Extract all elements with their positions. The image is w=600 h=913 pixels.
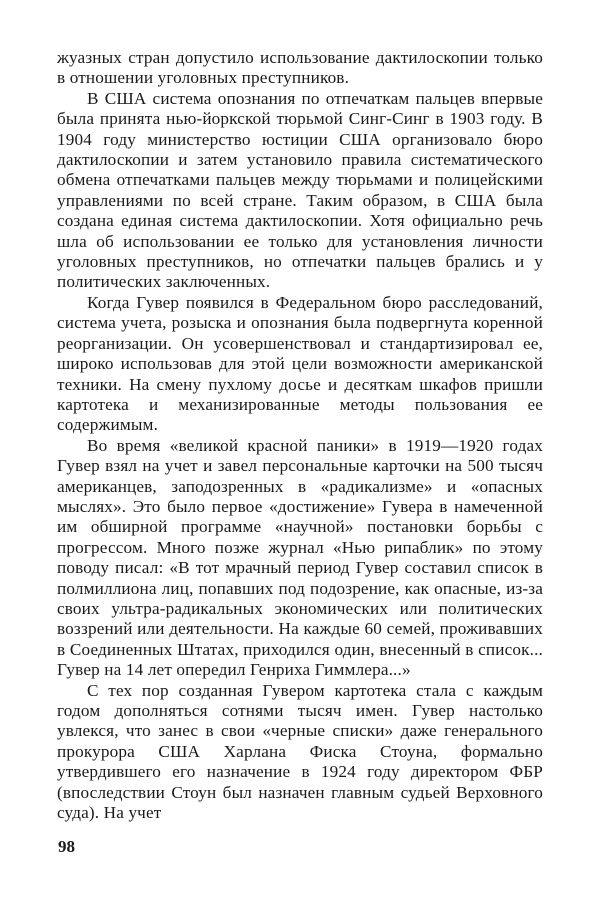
paragraph-red-scare: Во время «великой красной паники» в 1919—1920 годах Гувер взял на учет и завел персональные карточки на 500 тысяч американцев, заподозренных в «радикализме» и «опасных мыслях». Это было первое «достижение» Гувера в намеченной им обширной программе «научной» постановки борьбы с прогрессом. Много позже журнал «Нью рипаблик» по этому поводу писал: «В тот мрачный период Гувер составил список в полмиллиона лиц, попавших под подозрение, как опасные, из-за своих ультра-радикальных экономических или политических воззрений или деятельности. На каждые 60 семей, проживавших в Соединенных Штатах, приходился один, внесенный в список... Гувер на 14 лет опередил Генриха Гиммлера...» bbox=[57, 435, 543, 680]
paragraph-usa-fingerprint-system: В США система опознания по отпечаткам пальцев впервые была принята нью-йоркской тюрьмой Синг-Синг в 1903 году. В 1904 году министерство юстиции США организовало бюро дактилоскопии и затем установило правила систематического обмена отпечатками пальцев между тюрьмами и полицейскими управлениями по всей стране. Таким образом, в США была создана единая система дактилоскопии. Хотя официально речь шла об использовании ее только для установления личности уголовных преступников, но отпечатки пальцев брались и у политических заключенных. bbox=[57, 88, 543, 292]
page-body bbox=[57, 48, 543, 823]
paragraph-card-index-growth: С тех пор созданная Гувером картотека стала с каждым годом дополняться сотнями тысяч имен. Гувер настолько увлекся, что занес в свои «черные списки» даже генерального прокурора США Харлана Фиска Стоуна, формально утвердившего его назначение в 1924 году директором ФБР (впоследствии Стоун был назначен главным судьей Верховного суда). На учет bbox=[57, 680, 543, 823]
page-number: 98 bbox=[58, 837, 75, 856]
paragraph-hoover-reorganization: Когда Гувер появился в Федеральном бюро расследований, система учета, розыска и опознания была подвергнута коренной реорганизации. Он усовершенствовал и стандартизировал ее, широко использовав для этой цели возможности американской техники. На смену пухлому досье и десяткам шкафов пришли картотека и механизированные методы пользования ее содержимым. bbox=[57, 292, 543, 435]
paragraph-continuation: жуазных стран допустило использование дактилоскопии только в отношении уголовных преступников. bbox=[57, 48, 543, 88]
